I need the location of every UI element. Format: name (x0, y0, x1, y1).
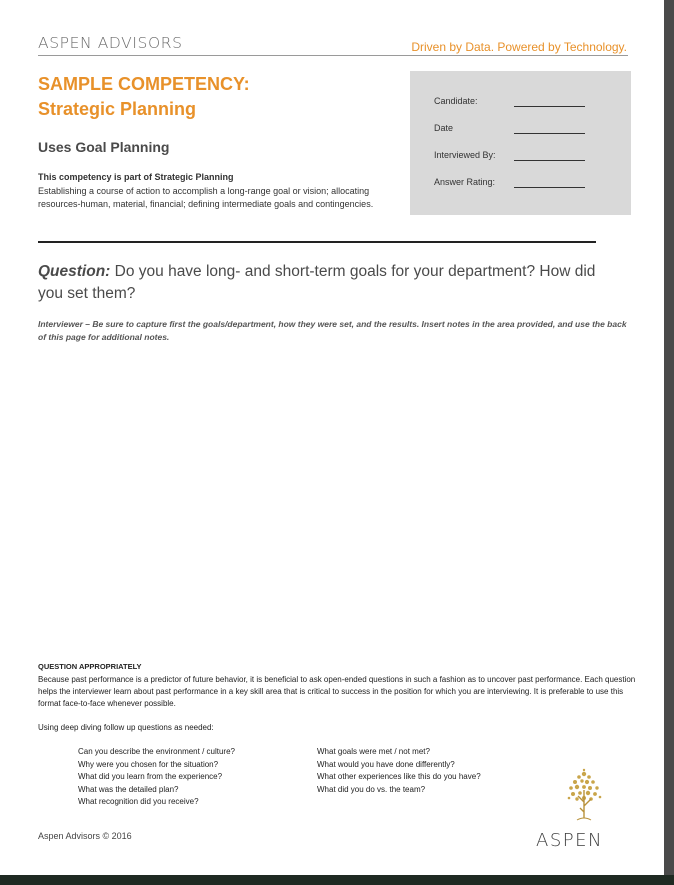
tagline: Driven by Data. Powered by Technology. (411, 40, 627, 54)
copyright: Aspen Advisors © 2016 (38, 831, 132, 841)
aspen-logo (532, 768, 638, 852)
page-title: SAMPLE COMPETENCY: (38, 74, 250, 94)
follow-up-question: Can you describe the environment / culture? (78, 747, 235, 756)
follow-up-question: What did you do vs. the team? (317, 784, 426, 794)
candidate-field (434, 96, 624, 110)
follow-up-question: What recognition did you receive? (78, 797, 199, 806)
follow-up-question: What would you have done differently? (317, 759, 455, 769)
competency-lead: This competency is part of Strategic Planning (38, 172, 234, 182)
question-label: Question: (38, 263, 111, 280)
aspen-logo-text: ASPEN (536, 830, 603, 851)
date-field (434, 123, 624, 137)
interviewed-by-label: Interviewed By: (434, 150, 496, 160)
page-edge (664, 0, 674, 885)
interviewed-by-blank[interactable] (514, 160, 585, 161)
header-rule (38, 55, 628, 56)
question-appropriately-heading: QUESTION APPROPRIATELY (38, 662, 142, 671)
follow-up-question: What other experiences like this do you have? (317, 772, 481, 781)
date-label: Date (434, 123, 454, 133)
answer-rating-label: Answer Rating: (434, 177, 496, 187)
follow-up-intro: Using deep diving follow up questions as needed: (38, 723, 214, 732)
follow-up-question: What goals were met / not met? (317, 747, 430, 756)
aspen-tree-icon (560, 768, 608, 824)
interview-question (38, 261, 618, 305)
competency-description: Establishing a course of action to accomplish a long-range goal or vision; allocating resources-human, material, financial; defining intermediate goals and contingencies. (38, 186, 374, 209)
competency-subtitle: Uses Goal Planning (38, 139, 170, 155)
competency-title: Strategic Planning (38, 99, 197, 119)
answer-rating-blank[interactable] (514, 187, 585, 188)
answer-rating-field (434, 177, 624, 191)
brand-wordmark: ASPEN ADVISORS (38, 34, 183, 52)
question-appropriately-body: Because past performance is a predictor of future behavior, it is beneficial to ask open-ended questions in such a fashion as to uncover past performance. Each question helps the interviewer learn about past performance in a key skill area that is critical to success in the position for which you are interviewing. It is preferable to use this format face-to-face whenever possible. (38, 675, 636, 708)
follow-up-question: Why were you chosen for the situation? (78, 759, 219, 769)
candidate-label: Candidate: (434, 96, 478, 106)
follow-up-list-left (78, 746, 235, 809)
section-rule (38, 241, 596, 243)
interviewed-by-field (434, 150, 624, 164)
question-text: Do you have long- and short-term goals for your department? How did you set them? (38, 263, 596, 302)
follow-up-question: What was the detailed plan? (78, 784, 179, 794)
candidate-blank[interactable] (514, 106, 585, 107)
follow-up-list-right (317, 746, 481, 796)
interviewer-instructions: Interviewer – Be sure to capture first the goals/department, how they were set, and the results. Insert notes in the area provided, and use the back of this page for additional notes. (38, 319, 627, 342)
date-blank[interactable] (514, 133, 585, 134)
follow-up-question: What did you learn from the experience? (78, 772, 223, 781)
bottom-strip (0, 875, 674, 885)
candidate-info-box (410, 71, 631, 215)
